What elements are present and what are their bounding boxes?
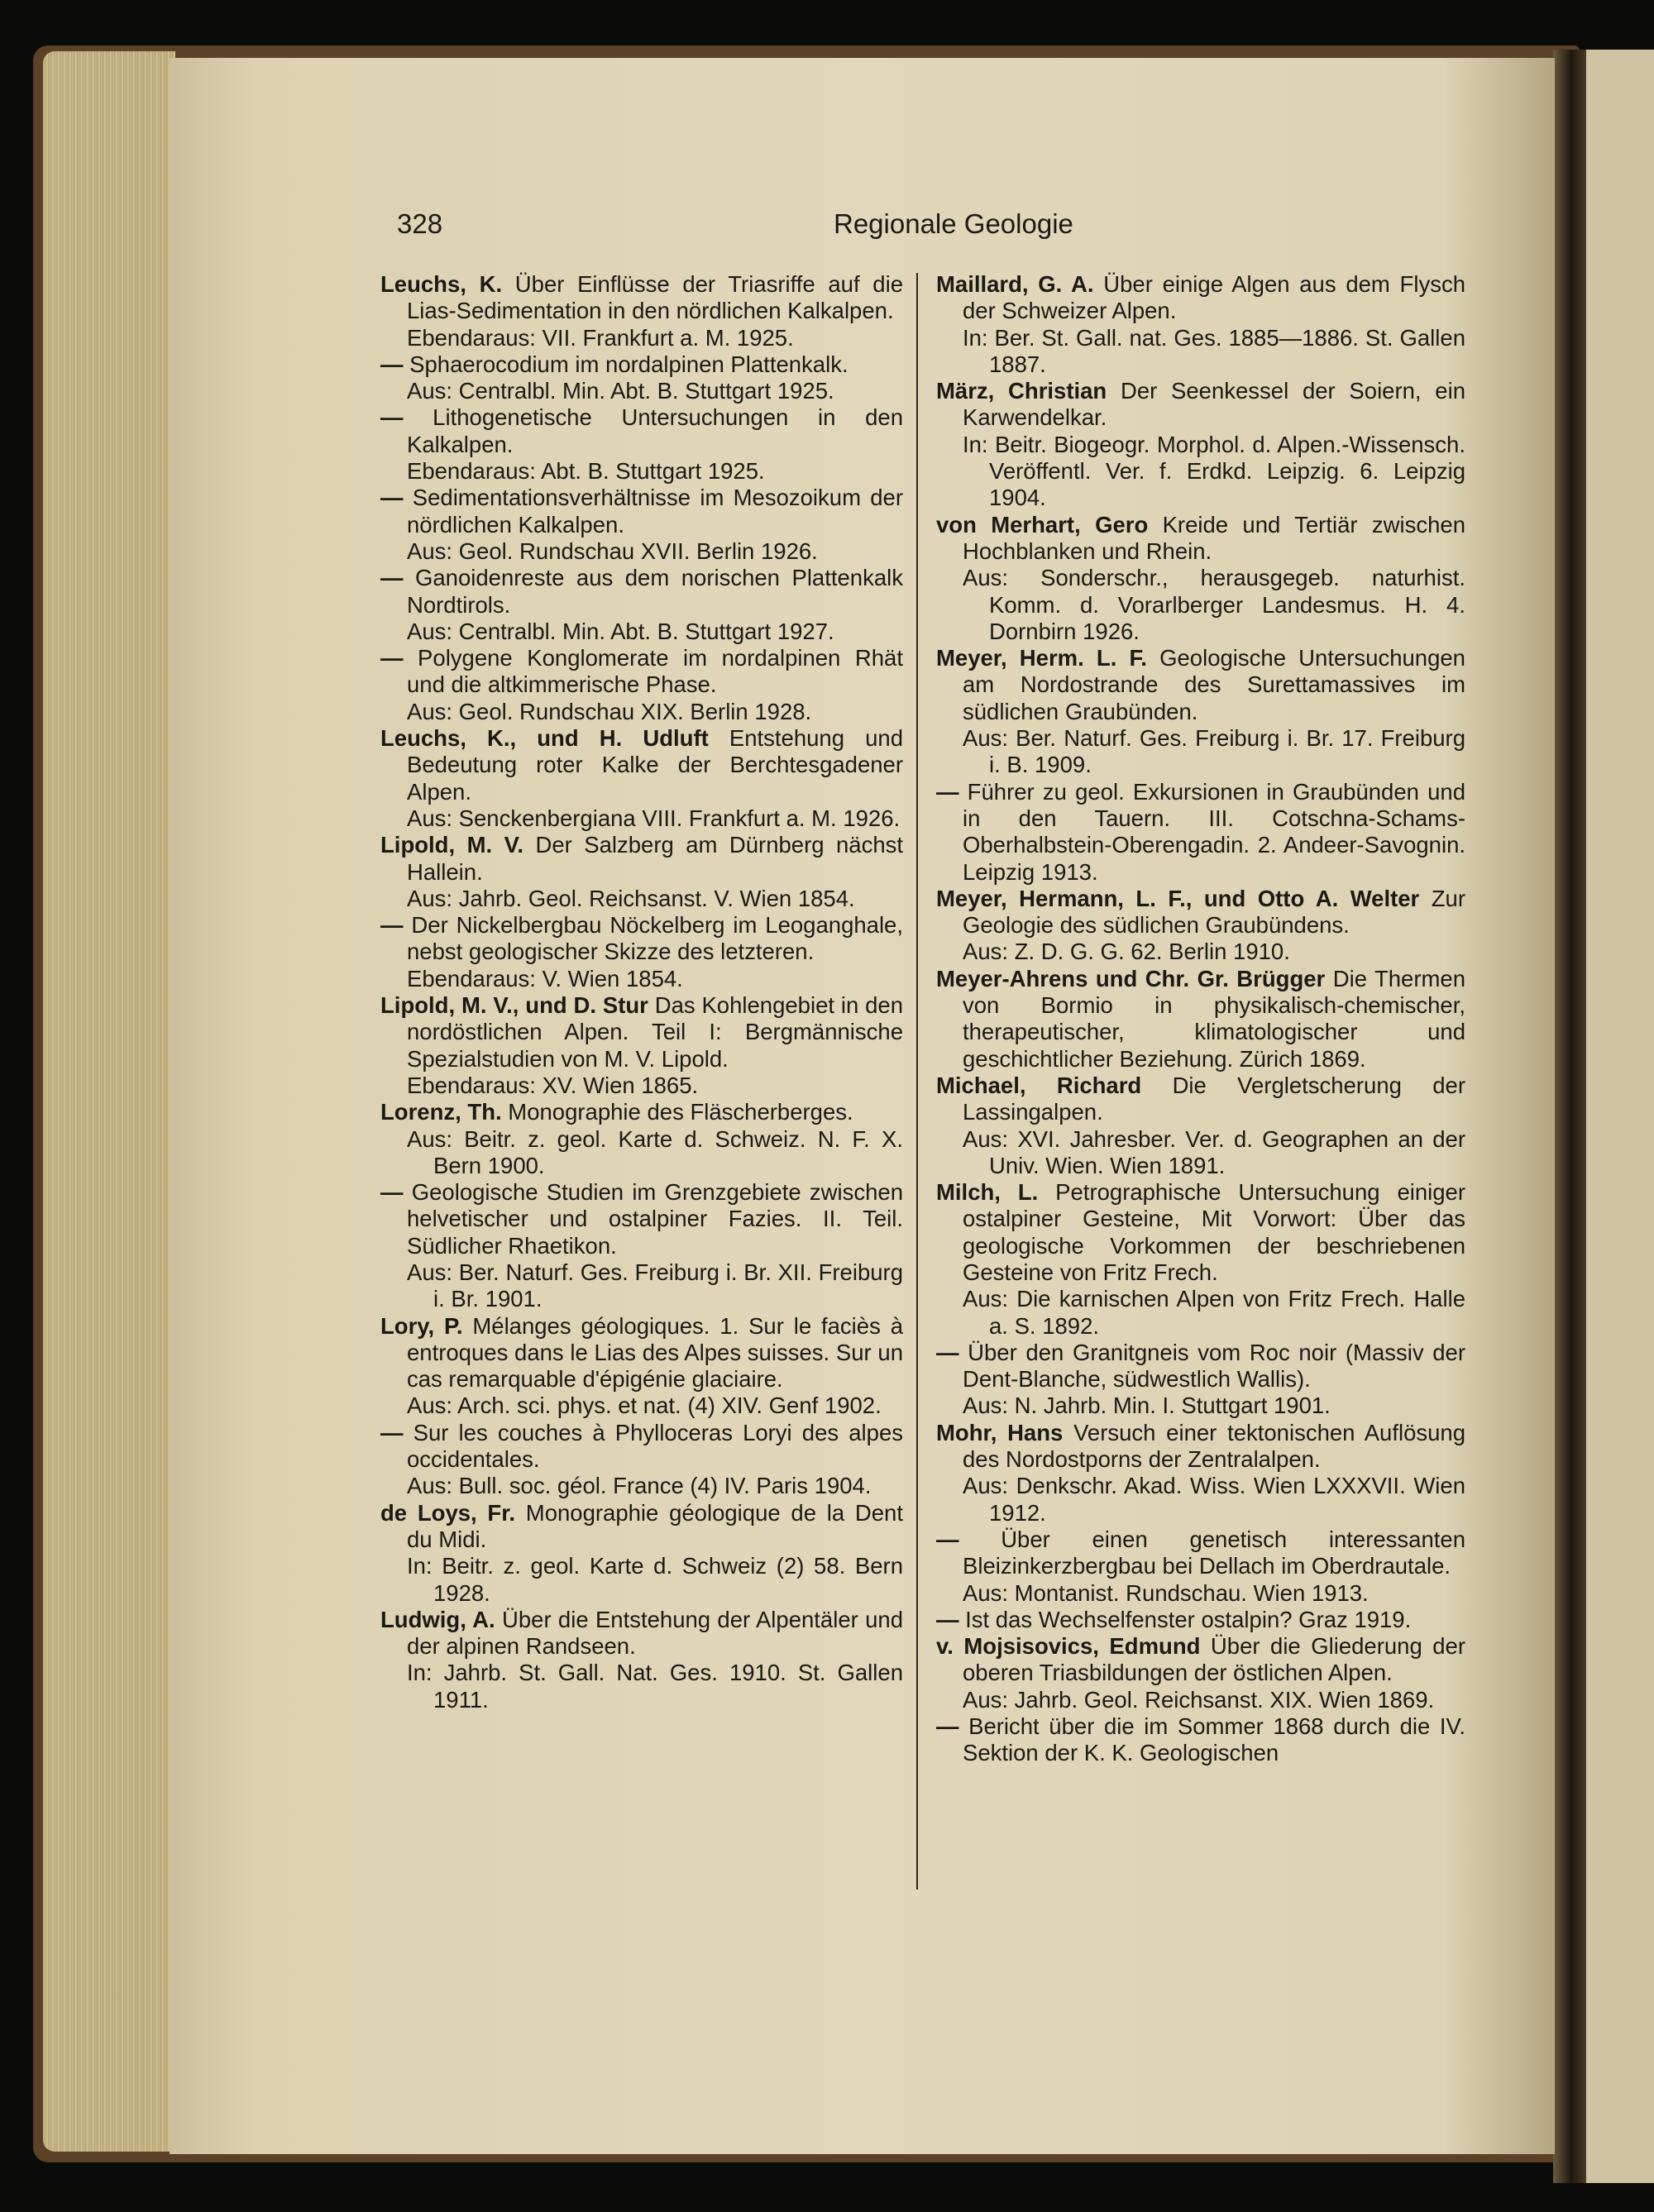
bibliography-entry <box>936 645 1465 725</box>
entry-title: Versuch einer tektonischen Auflösung des Nordostporns der Zentralalpen. <box>963 1419 1466 1473</box>
bibliography-entry <box>936 1607 1465 1633</box>
entry-author: v. Mojsisovics, Edmund <box>936 1633 1201 1660</box>
source-text: Aus: Z. D. G. G. 62. Berlin 1910. <box>963 939 1290 965</box>
entry-title: Über die Entstehung der Alpentäler und der alpinen Randseen. <box>407 1606 903 1660</box>
entry-author: Lorenz, Th. <box>380 1099 502 1125</box>
bibliography-entry <box>380 1607 903 1660</box>
bibliography-entry <box>380 404 903 458</box>
entry-author: März, Christian <box>936 378 1107 404</box>
bibliography-source <box>380 805 903 832</box>
entry-author: — <box>380 1179 404 1206</box>
bibliography-source <box>936 1473 1465 1526</box>
entry-author: — <box>380 912 404 939</box>
bibliography-source <box>380 1126 903 1180</box>
entry-author: Ludwig, A. <box>380 1606 495 1632</box>
source-text: Aus: Ber. Naturf. Ges. Freiburg i. Br. 17. Freiburg i. B. 1909. <box>963 725 1465 778</box>
entry-title: Die Thermen von Bormio in physikalisch-chemischer, therapeutischer, klimatologischer und geschichtlicher Beziehung. Zürich 1869. <box>963 965 1465 1072</box>
source-text: Aus: Die karnischen Alpen von Fritz Frech. Halle a. S. 1892. <box>963 1286 1465 1339</box>
bibliography-entry <box>380 992 903 1073</box>
bibliography-source <box>380 1393 903 1419</box>
bibliography-entry <box>380 725 903 805</box>
bibliography-source <box>936 1286 1465 1340</box>
bibliography-entry <box>936 1340 1465 1393</box>
source-text: Aus: Centralbl. Min. Abt. B. Stuttgart 1925. <box>407 378 834 404</box>
source-text: Aus: XVI. Jahresber. Ver. d. Geographen an der Univ. Wien. Wien 1891. <box>963 1125 1465 1178</box>
facing-page-edge <box>1586 50 1654 2183</box>
entry-author: Lipold, M. V. <box>380 832 524 858</box>
source-text: Ebendaraus: Abt. B. Stuttgart 1925. <box>407 458 765 485</box>
entry-author: Michael, Richard <box>936 1072 1142 1098</box>
bibliography-source <box>380 378 903 404</box>
entry-title: Monographie géologique de la Dent du Midi. <box>407 1499 903 1552</box>
bibliography-source <box>380 699 903 725</box>
bibliography-source <box>936 325 1465 379</box>
bibliography-entry <box>936 1179 1465 1286</box>
entry-author: — <box>380 404 404 431</box>
entry-author: — <box>380 485 404 511</box>
bibliography-source <box>936 939 1465 965</box>
bibliography-entry <box>936 1633 1465 1687</box>
bibliography-source <box>380 1660 903 1713</box>
bibliography-source <box>380 886 903 912</box>
entry-title: Über die Gliederung der oberen Triasbildungen der östlichen Alpen. <box>963 1633 1465 1686</box>
entry-title: Das Kohlengebiet in den nordöstlichen Alpen. Teil I: Bergmännische Spezialstudien von M. V. Lipold. <box>407 992 903 1072</box>
bibliography-entry <box>380 832 903 886</box>
bibliography-entry <box>380 912 903 966</box>
bibliography-entry <box>936 966 1465 1073</box>
source-text: Aus: Senckenbergiana VIII. Frankfurt a. M. 1926. <box>407 805 901 831</box>
source-text: In: Jahrb. St. Gall. Nat. Ges. 1910. St. Gallen 1911. <box>407 1660 903 1713</box>
entry-title: Der Seenkessel der Soiern, ein Karwendelkar. <box>963 378 1466 431</box>
entry-title: Die Vergletscherung der Lassingalpen. <box>963 1072 1465 1125</box>
source-text: Aus: N. Jahrb. Min. I. Stuttgart 1901. <box>963 1393 1331 1419</box>
entry-author: de Loys, Fr. <box>380 1499 516 1526</box>
entry-author: Leuchs, K. <box>380 271 503 297</box>
entry-author: Milch, L. <box>936 1179 1039 1206</box>
source-text: In: Beitr. z. geol. Karte d. Schweiz (2) 58. Bern 1928. <box>407 1553 903 1606</box>
entry-author: Leuchs, K., und H. Udluft <box>380 725 709 752</box>
entry-title: Der Salzberg am Dürnberg nächst Hallein. <box>407 832 904 885</box>
entry-author: — <box>380 1419 404 1445</box>
entry-title: Kreide und Tertiär zwischen Hochblanken und Rhein. <box>963 511 1465 564</box>
entry-author: Meyer, Herm. L. F. <box>936 645 1147 671</box>
source-text: Aus: Geol. Rundschau XIX. Berlin 1928. <box>407 698 812 724</box>
source-text: Ebendaraus: V. Wien 1854. <box>407 965 683 991</box>
source-text: Aus: Montanist. Rundschau. Wien 1913. <box>963 1579 1369 1606</box>
entry-author: Lipold, M. V., und D. Stur <box>380 992 648 1019</box>
entry-author: — <box>380 645 404 671</box>
entry-title: Über einige Algen aus dem Flysch der Schweizer Alpen. <box>963 271 1465 324</box>
bibliography-entry <box>380 1500 903 1554</box>
column-rule <box>916 273 918 1890</box>
entry-author: von Merhart, Gero <box>936 511 1149 537</box>
source-text: Aus: Bull. soc. géol. France (4) IV. Paris 1904. <box>407 1473 872 1499</box>
bibliography-source <box>380 1553 903 1607</box>
source-text: Aus: Centralbl. Min. Abt. B. Stuttgart 1927. <box>407 618 834 644</box>
source-text: Aus: Ber. Naturf. Ges. Freiburg i. Br. XII. Freiburg i. Br. 1901. <box>407 1259 903 1312</box>
entry-title: Zur Geologie des südlichen Graubündens. <box>963 885 1466 939</box>
running-head: Regionale Geologie <box>834 208 1073 239</box>
bibliography-source <box>380 1259 903 1313</box>
bibliography-source <box>380 1473 903 1499</box>
entry-title: Mélanges géologiques. 1. Sur le faciès à entroques dans le Lias des Alpes suisses. Sur un cas remarquable d'épigénie glaciaire. <box>407 1312 903 1393</box>
entry-title: Geologische Untersuchungen am Nordostrande des Surettamassives im südlichen Graubünden. <box>963 645 1465 724</box>
bibliography-entry <box>380 1099 903 1125</box>
entry-author: — <box>936 778 959 805</box>
bibliography-entry <box>936 779 1465 886</box>
bibliography-source <box>936 725 1465 779</box>
entry-author: Maillard, G. A. <box>936 271 1094 297</box>
entry-title: Entstehung und Bedeutung roter Kalke der Berchtesgadener Alpen. <box>407 725 903 805</box>
entry-title: Führer zu geol. Exkursionen in Graubünden und in den Tauern. III. Cotschna-Schams-Oberhalbstein-Oberengadin. 2. Andeer-Savognin. Leipzig 1913. <box>958 778 1465 885</box>
bibliography-source <box>936 1687 1465 1713</box>
bibliography-entry <box>380 485 903 538</box>
source-text: Aus: Jahrb. Geol. Reichsanst. XIX. Wien 1869. <box>963 1686 1435 1713</box>
bibliography-entry <box>936 886 1465 939</box>
bibliography-source <box>380 1073 903 1099</box>
source-text: In: Beitr. Biogeogr. Morphol. d. Alpen.-Wissensch. Veröffentl. Ver. f. Erdkd. Leipzig. 6. Leipzig 1904. <box>963 431 1465 511</box>
entry-author: — <box>936 1339 959 1365</box>
entry-title: Monographie des Fläscherberges. <box>501 1099 853 1125</box>
source-text: Ebendaraus: VII. Frankfurt a. M. 1925. <box>407 324 794 351</box>
bibliography-source <box>380 325 903 351</box>
entry-title: Bericht über die im Sommer 1868 durch die IV. Sektion der K. K. Geologischen <box>958 1713 1465 1766</box>
bibliography-source <box>936 432 1465 512</box>
bibliography-entry <box>936 512 1465 566</box>
bibliography-entry <box>380 1313 903 1393</box>
source-text: Ebendaraus: XV. Wien 1865. <box>407 1072 699 1098</box>
entry-author: — <box>936 1526 959 1552</box>
source-text: Aus: Denkschr. Akad. Wiss. Wien LXXXVII. Wien 1912. <box>963 1473 1465 1526</box>
entry-title: Über Einflüsse der Triasriffe auf die Lias-Sedimentation in den nördlichen Kalkalpen. <box>407 271 903 324</box>
bibliography-entry <box>380 565 903 619</box>
bibliography-entry <box>936 1713 1465 1767</box>
entry-title: Der Nickelbergbau Nöckelberg im Leoganghale, nebst geologischer Skizze des letzteren. <box>403 912 903 965</box>
entry-author: Meyer, Hermann, L. F., und Otto A. Welter <box>936 885 1420 911</box>
source-text: Aus: Geol. Rundschau XVII. Berlin 1926. <box>407 537 818 564</box>
bibliography-source <box>936 1580 1465 1607</box>
bibliography-source <box>380 538 903 565</box>
entry-author: Mohr, Hans <box>936 1419 1064 1445</box>
source-text: Aus: Sonderschr., herausgegeb. naturhist. Komm. d. Vorarlberger Landesmus. H. 4. Dornbirn 1926. <box>963 565 1465 644</box>
book-gutter <box>1553 50 1586 2183</box>
entry-author: Lory, P. <box>380 1312 463 1339</box>
page-edges <box>43 51 175 2152</box>
page-number: 328 <box>397 208 443 239</box>
bibliography-entry <box>380 271 903 325</box>
entry-author: — <box>380 351 404 377</box>
bibliography-entry <box>936 1526 1465 1580</box>
bibliography-entry <box>380 1420 903 1474</box>
bibliography-source <box>936 565 1465 645</box>
right-column <box>936 271 1465 1767</box>
entry-title: Geologische Studien im Grenzgebiete zwischen helvetischer und ostalpiner Fazies. II. Teil. Südlicher Rhaetikon. <box>403 1179 903 1259</box>
bibliography-entry <box>936 271 1465 325</box>
source-text: In: Ber. St. Gall. nat. Ges. 1885—1886. St. Gallen 1887. <box>963 324 1465 377</box>
bibliography-source <box>936 1126 1465 1180</box>
entry-author: Meyer-Ahrens und Chr. Gr. Brügger <box>936 965 1326 991</box>
entry-title: Polygene Konglomerate im nordalpinen Rhät und die altkimmerische Phase. <box>403 645 903 698</box>
source-text: Aus: Arch. sci. phys. et nat. (4) XIV. Genf 1902. <box>407 1393 882 1419</box>
entry-author: — <box>380 565 404 591</box>
entry-title: Ganoidenreste aus dem norischen Plattenkalk Nordtirols. <box>403 565 903 618</box>
entry-title: Ist das Wechselfenster ostalpin? Graz 1919. <box>958 1606 1412 1632</box>
bibliography-source <box>380 619 903 645</box>
bibliography-source <box>380 458 903 485</box>
entry-author: — <box>936 1713 959 1740</box>
bibliography-entry <box>936 1420 1465 1474</box>
source-text: Aus: Jahrb. Geol. Reichsanst. V. Wien 1854. <box>407 885 855 911</box>
bibliography-source <box>936 1393 1465 1419</box>
entry-title: Über den Granitgneis vom Roc noir (Massiv der Dent-Blanche, südwestlich Wallis). <box>958 1339 1465 1393</box>
bibliography-source <box>380 966 903 992</box>
bibliography-entry <box>936 1073 1465 1126</box>
entry-title: Sphaerocodium im nordalpinen Plattenkalk. <box>403 351 849 377</box>
entry-author: — <box>936 1606 959 1632</box>
bibliography-entry <box>380 645 903 699</box>
source-text: Aus: Beitr. z. geol. Karte d. Schweiz. N. F. X. Bern 1900. <box>407 1125 903 1178</box>
entry-title: Lithogenetische Untersuchungen in den Kalkalpen. <box>403 404 903 457</box>
left-column <box>380 271 903 1713</box>
bibliography-entry <box>936 378 1465 432</box>
entry-title: Sedimentationsverhältnisse im Mesozoikum der nördlichen Kalkalpen. <box>403 485 903 537</box>
entry-title: Sur les couches à Phylloceras Loryi des alpes occidentales. <box>403 1419 903 1473</box>
entry-title: Petrographische Untersuchung einiger ostalpiner Gesteine, Mit Vorwort: Über das geologische Vorkommen der beschriebenen Gesteine von Fritz Frech. <box>963 1179 1466 1285</box>
bibliography-entry <box>380 351 903 378</box>
bibliography-entry <box>380 1179 903 1259</box>
entry-title: Über einen genetisch interessanten Bleizinkerzbergbau bei Dellach im Oberdrautale. <box>958 1526 1465 1579</box>
